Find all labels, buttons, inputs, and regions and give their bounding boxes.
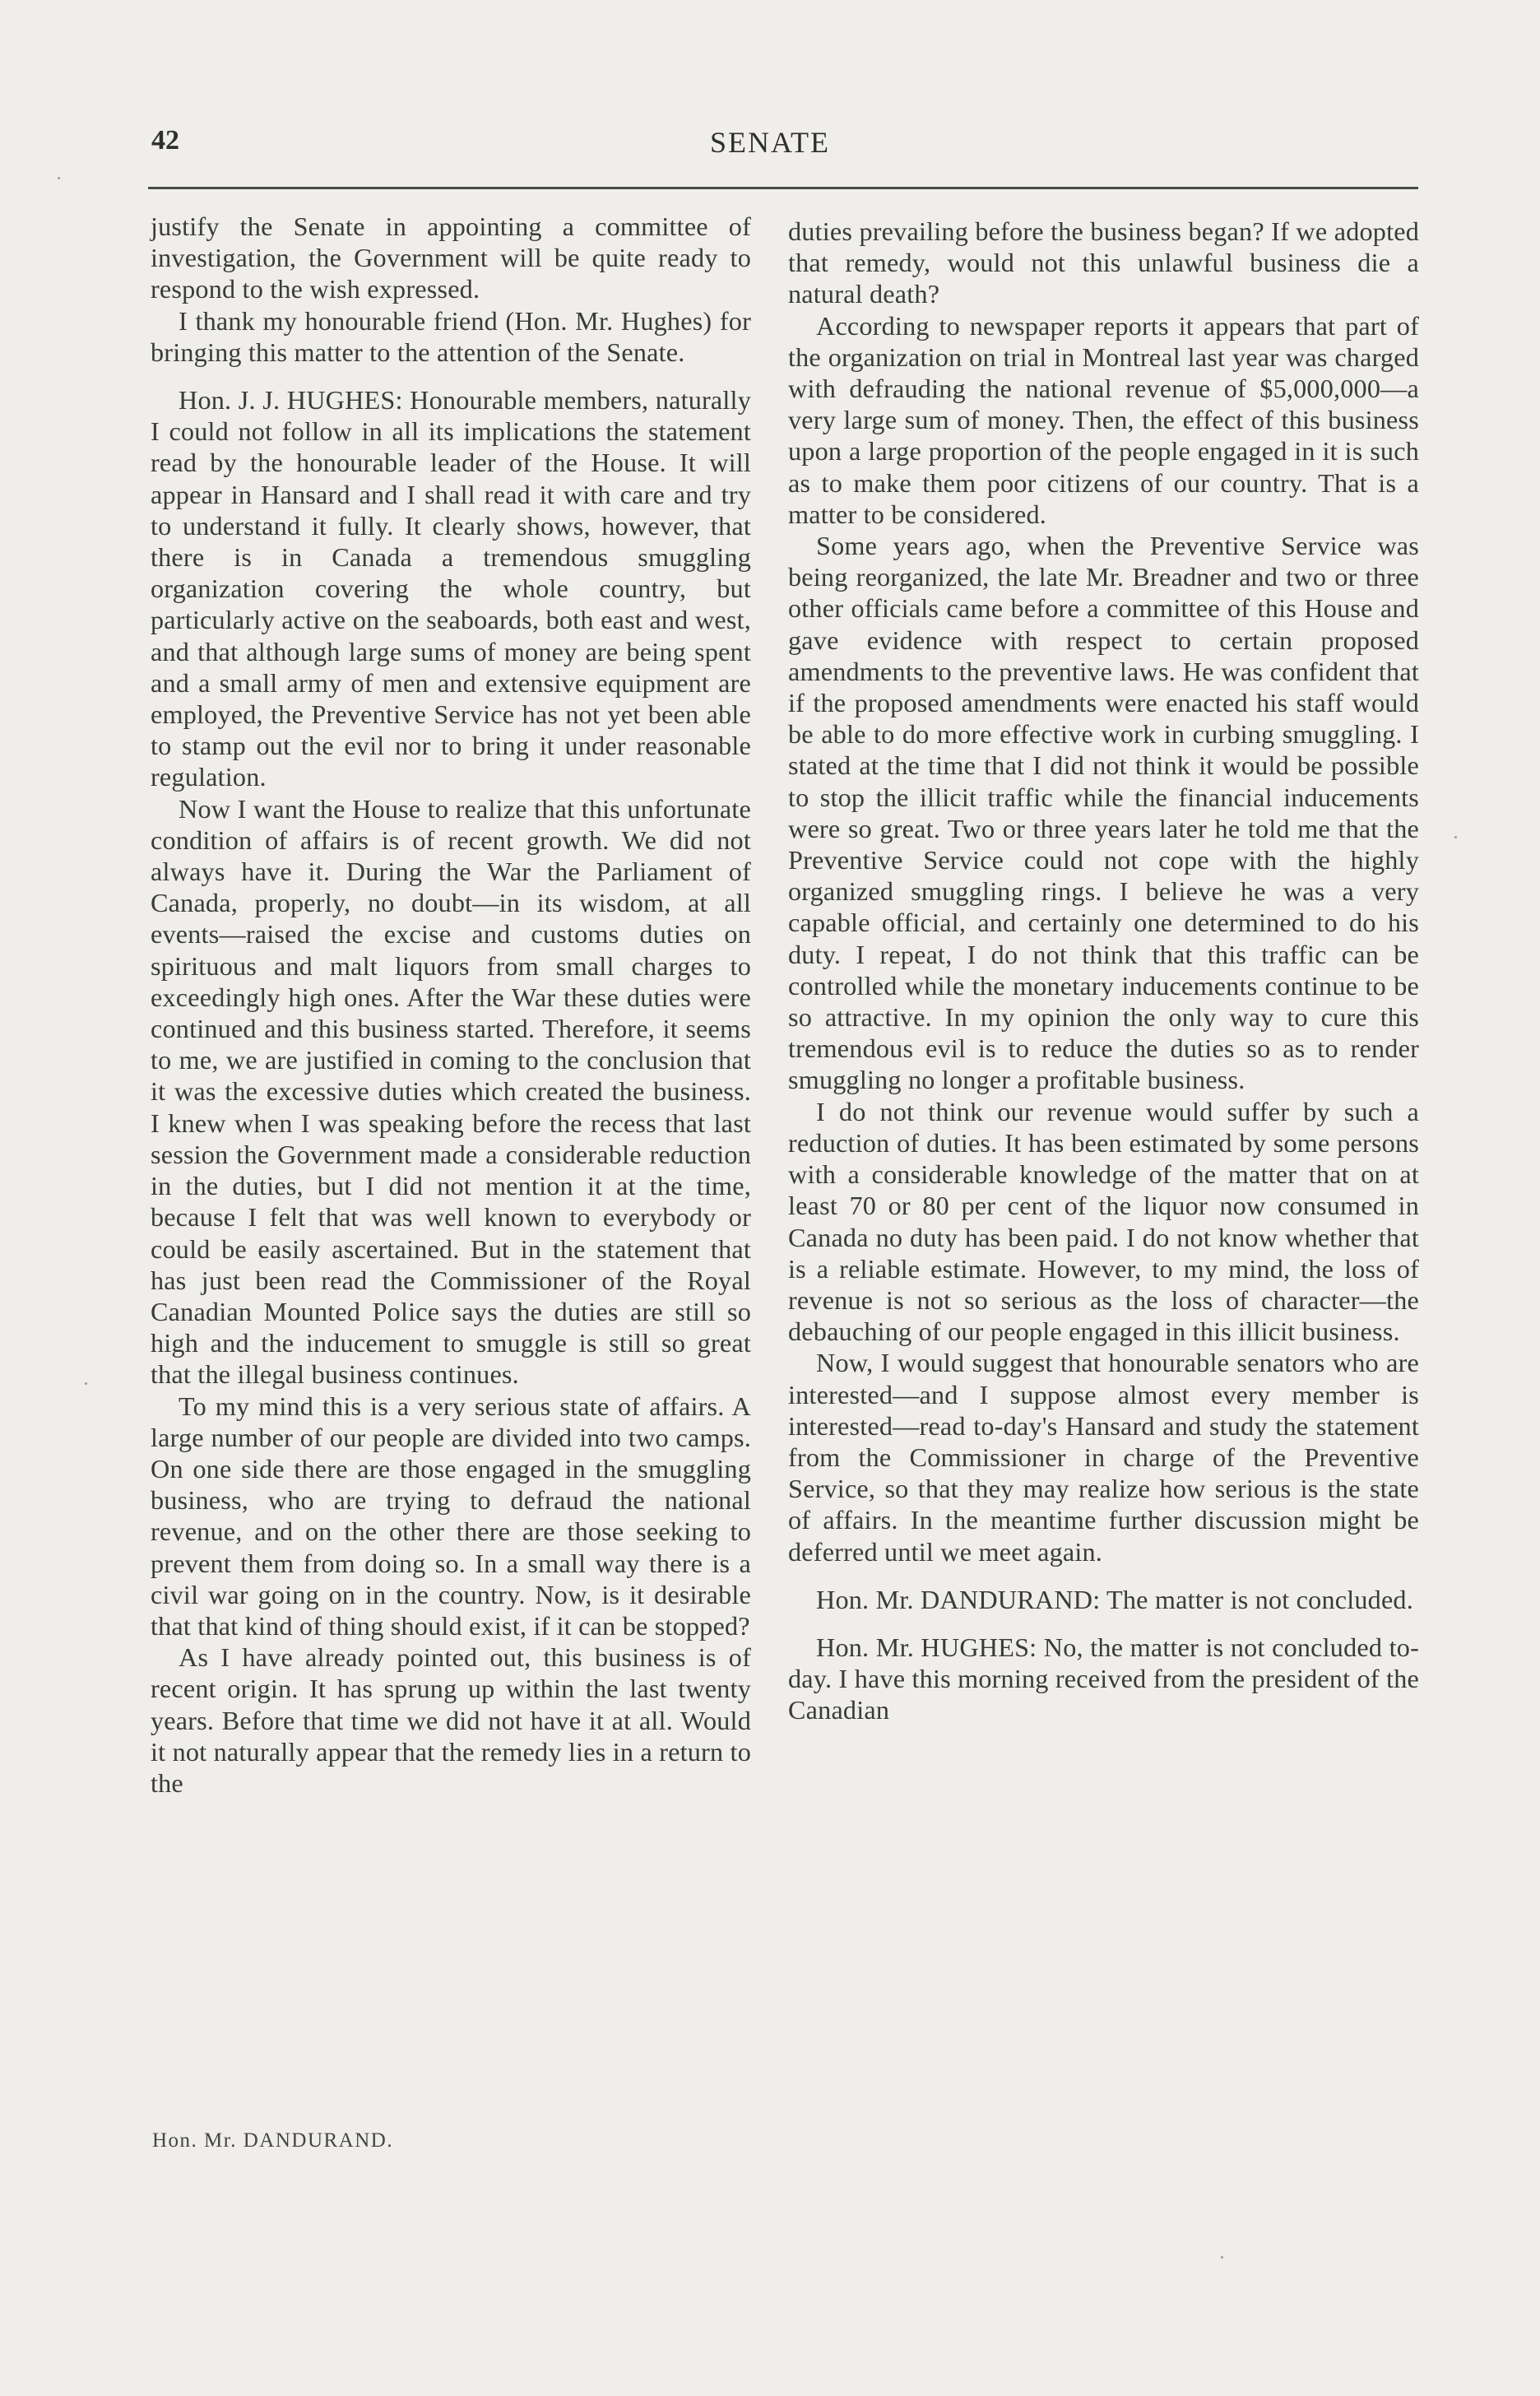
- page-number: 42: [151, 125, 179, 156]
- paper-speck: [1454, 836, 1457, 838]
- paragraph: I do not think our revenue would suffer by such a reduction of duties. It has been estimated by some persons with a considerable knowledge of the matter that on at least 70 or 80 per cent of the liquor now consumed in Canada no duty has been paid. I do not know whether that is a reliable estimate. However, to my mind, the loss of revenue is not so serious as the loss of character—the debauching of our people engaged in this illicit business.: [788, 1096, 1419, 1347]
- paper-speck: [58, 177, 60, 179]
- footer-speaker-note: Hon. Mr. DANDURAND.: [152, 2129, 394, 2152]
- paragraph: I thank my honourable friend (Hon. Mr. Hughes) for bringing this matter to the attention of the Senate.: [151, 305, 751, 367]
- paragraph: Now I want the House to realize that this unfortunate condition of affairs is of recent growth. We did not always have it. During the War the Parliament of Canada, properly, no doubt—in its wisdom, at all events—raised the excise and customs duties on spirituous and malt liquors from small charges to exceedingly high ones. After the War these duties were continued and this business started. Therefore, it seems to me, we are justified in coming to the conclusion that it was the excessive duties which created the business. I knew when I was speaking before the recess that last session the Government made a considerable reduction in the duties, but I did not mention it at the time, because I felt that was well known to everybody or could be easily ascertained. But in the statement that has just been read the Commissioner of the Royal Canadian Mounted Police says the duties are still so high and the inducement to smuggle is still so great that the illegal business continues.: [151, 793, 751, 1390]
- paragraph: Now, I would suggest that honourable senators who are interested—and I suppose almost every member is interested—read to-day's Hansard and study the statement from the Commissioner in charge of the Preventive Service, so that they may realize how serious is the state of affairs. In the meantime further discussion might be deferred until we meet again.: [788, 1348, 1419, 1567]
- left-column: [151, 211, 751, 1799]
- paper-speck: [1221, 2256, 1223, 2259]
- header-rule: [148, 187, 1418, 189]
- paper-speck: [85, 1382, 87, 1385]
- paragraph: Hon. Mr. DANDURAND: The matter is not concluded.: [816, 1584, 1413, 1614]
- running-head: SENATE: [710, 126, 830, 159]
- paragraph: Hon. J. J. HUGHES: Honourable members, naturally I could not follow in all its implications the statement read by the honourable leader of the House. It will appear in Hansard and I shall read it with care and try to understand it fully. It clearly shows, however, that there is in Canada a tremendous smuggling organization covering the whole country, but particularly active on the seaboards, both east and west, and that although large sums of money are being spent and a small army of men and extensive equipment are employed, the Preventive Service has not yet been able to stamp out the evil nor to bring it under reasonable regulation.: [151, 385, 751, 792]
- paragraph: justify the Senate in appointing a committee of investigation, the Government will be quite ready to respond to the wish expressed.: [151, 211, 751, 304]
- right-column: [788, 216, 1419, 1726]
- paragraph: duties prevailing before the business began? If we adopted that remedy, would not this unlawful business die a natural death?: [788, 216, 1419, 309]
- paragraph: To my mind this is a very serious state of affairs. A large number of our people are divided into two camps. On one side there are those engaged in the smuggling business, who are trying to defraud the national revenue, and on the other there are those seeking to prevent them from doing so. In a small way there is a civil war going on in the country. Now, is it desirable that that kind of thing should exist, if it can be stopped?: [151, 1391, 751, 1641]
- paragraph: Hon. Mr. HUGHES: No, the matter is not concluded to-day. I have this morning received from the president of the Canadian: [788, 1632, 1419, 1725]
- paragraph: As I have already pointed out, this business is of recent origin. It has sprung up within the last twenty years. Before that time we did not have it at all. Would it not naturally appear that the remedy lies in a return to the: [151, 1642, 751, 1798]
- paragraph: According to newspaper reports it appears that part of the organization on trial in Montreal last year was charged with defrauding the national revenue of $5,000,000—a very large sum of money. Then, the effect of this business upon a large proportion of the people engaged in it is such as to make them poor citizens of our country. That is a matter to be considered.: [788, 310, 1419, 529]
- paragraph: Some years ago, when the Preventive Service was being reorganized, the late Mr. Breadner and two or three other officials came before a committee of this House and gave evidence with respect to certain proposed amendments to the preventive laws. He was confident that if the proposed amendments were enacted his staff would be able to do more effective work in curbing smuggling. I stated at the time that I did not think it would be possible to stop the illicit traffic while the financial inducements were so great. Two or three years later he told me that the Preventive Service could not cope with the highly organized smuggling rings. I believe he was a very capable official, and certainly one determined to do his duty. I repeat, I do not think that this traffic can be controlled while the monetary inducements continue to be so attractive. In my opinion the only way to cure this tremendous evil is to reduce the duties so as to render smuggling no longer a profitable business.: [788, 531, 1419, 1095]
